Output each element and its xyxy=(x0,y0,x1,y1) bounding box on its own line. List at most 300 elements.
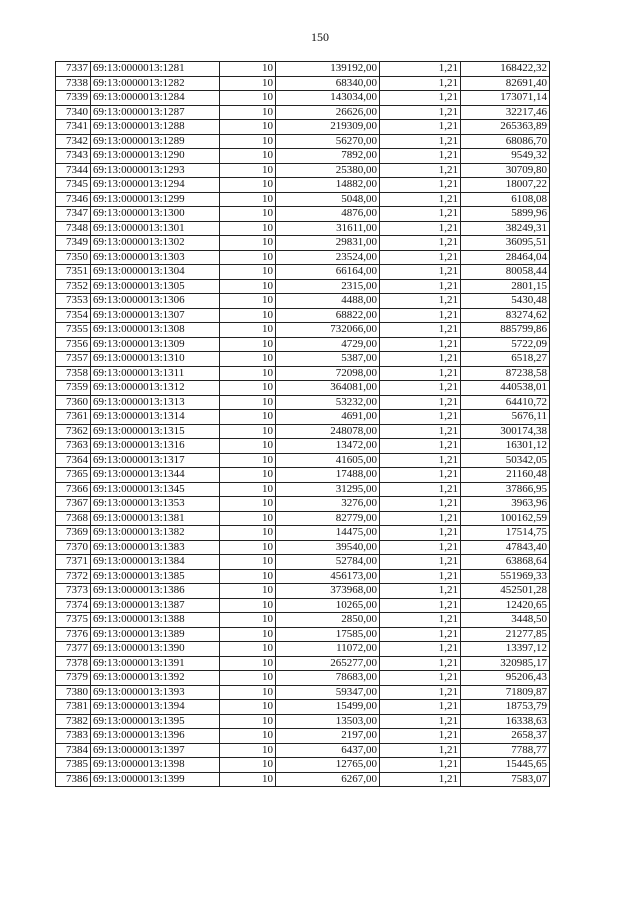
coefficient-cell: 1,21 xyxy=(380,700,461,715)
table-row xyxy=(56,337,550,352)
category-cell: 10 xyxy=(220,468,276,483)
base-value-cell: 31295,00 xyxy=(276,482,380,497)
category-cell: 10 xyxy=(220,279,276,294)
category-cell: 10 xyxy=(220,163,276,178)
category-cell: 10 xyxy=(220,395,276,410)
table-row xyxy=(56,294,550,309)
base-value-cell: 248078,00 xyxy=(276,424,380,439)
row-number-cell: 7351 xyxy=(56,265,91,280)
coefficient-cell: 1,21 xyxy=(380,555,461,570)
table-row xyxy=(56,149,550,164)
category-cell: 10 xyxy=(220,352,276,367)
total-value-cell: 300174,38 xyxy=(461,424,550,439)
row-number-cell: 7371 xyxy=(56,555,91,570)
row-number-cell: 7366 xyxy=(56,482,91,497)
category-cell: 10 xyxy=(220,265,276,280)
row-number-cell: 7339 xyxy=(56,91,91,106)
base-value-cell: 5048,00 xyxy=(276,192,380,207)
total-value-cell: 3448,50 xyxy=(461,613,550,628)
category-cell: 10 xyxy=(220,308,276,323)
cadastral-number-cell: 69:13:0000013:1302 xyxy=(91,236,220,251)
row-number-cell: 7363 xyxy=(56,439,91,454)
base-value-cell: 82779,00 xyxy=(276,511,380,526)
table-row xyxy=(56,569,550,584)
total-value-cell: 32217,46 xyxy=(461,105,550,120)
row-number-cell: 7348 xyxy=(56,221,91,236)
row-number-cell: 7378 xyxy=(56,656,91,671)
total-value-cell: 12420,65 xyxy=(461,598,550,613)
category-cell: 10 xyxy=(220,207,276,222)
total-value-cell: 9549,32 xyxy=(461,149,550,164)
base-value-cell: 5387,00 xyxy=(276,352,380,367)
row-number-cell: 7368 xyxy=(56,511,91,526)
coefficient-cell: 1,21 xyxy=(380,294,461,309)
cadastral-number-cell: 69:13:0000013:1306 xyxy=(91,294,220,309)
total-value-cell: 6108,08 xyxy=(461,192,550,207)
table-row xyxy=(56,656,550,671)
total-value-cell: 100162,59 xyxy=(461,511,550,526)
table-row xyxy=(56,439,550,454)
base-value-cell: 11072,00 xyxy=(276,642,380,657)
category-cell: 10 xyxy=(220,366,276,381)
category-cell: 10 xyxy=(220,453,276,468)
coefficient-cell: 1,21 xyxy=(380,381,461,396)
total-value-cell: 16301,12 xyxy=(461,439,550,454)
base-value-cell: 219309,00 xyxy=(276,120,380,135)
base-value-cell: 2197,00 xyxy=(276,729,380,744)
table-row xyxy=(56,584,550,599)
base-value-cell: 13503,00 xyxy=(276,714,380,729)
coefficient-cell: 1,21 xyxy=(380,671,461,686)
table-row xyxy=(56,120,550,135)
cadastral-number-cell: 69:13:0000013:1386 xyxy=(91,584,220,599)
category-cell: 10 xyxy=(220,178,276,193)
base-value-cell: 139192,00 xyxy=(276,62,380,77)
table-row xyxy=(56,192,550,207)
cadastral-number-cell: 69:13:0000013:1383 xyxy=(91,540,220,555)
coefficient-cell: 1,21 xyxy=(380,656,461,671)
category-cell: 10 xyxy=(220,758,276,773)
total-value-cell: 16338,63 xyxy=(461,714,550,729)
base-value-cell: 4876,00 xyxy=(276,207,380,222)
category-cell: 10 xyxy=(220,221,276,236)
row-number-cell: 7343 xyxy=(56,149,91,164)
base-value-cell: 39540,00 xyxy=(276,540,380,555)
row-number-cell: 7358 xyxy=(56,366,91,381)
coefficient-cell: 1,21 xyxy=(380,366,461,381)
row-number-cell: 7380 xyxy=(56,685,91,700)
row-number-cell: 7349 xyxy=(56,236,91,251)
category-cell: 10 xyxy=(220,424,276,439)
row-number-cell: 7379 xyxy=(56,671,91,686)
base-value-cell: 25380,00 xyxy=(276,163,380,178)
cadastral-number-cell: 69:13:0000013:1312 xyxy=(91,381,220,396)
base-value-cell: 15499,00 xyxy=(276,700,380,715)
base-value-cell: 373968,00 xyxy=(276,584,380,599)
table-row xyxy=(56,424,550,439)
coefficient-cell: 1,21 xyxy=(380,337,461,352)
registry-table xyxy=(55,61,550,787)
base-value-cell: 59347,00 xyxy=(276,685,380,700)
cadastral-number-cell: 69:13:0000013:1314 xyxy=(91,410,220,425)
category-cell: 10 xyxy=(220,714,276,729)
category-cell: 10 xyxy=(220,772,276,787)
row-number-cell: 7375 xyxy=(56,613,91,628)
base-value-cell: 56270,00 xyxy=(276,134,380,149)
total-value-cell: 2801,15 xyxy=(461,279,550,294)
cadastral-number-cell: 69:13:0000013:1304 xyxy=(91,265,220,280)
base-value-cell: 72098,00 xyxy=(276,366,380,381)
table-row xyxy=(56,250,550,265)
coefficient-cell: 1,21 xyxy=(380,76,461,91)
total-value-cell: 2658,37 xyxy=(461,729,550,744)
table-row xyxy=(56,221,550,236)
cadastral-number-cell: 69:13:0000013:1398 xyxy=(91,758,220,773)
cadastral-number-cell: 69:13:0000013:1289 xyxy=(91,134,220,149)
category-cell: 10 xyxy=(220,323,276,338)
cadastral-number-cell: 69:13:0000013:1301 xyxy=(91,221,220,236)
base-value-cell: 364081,00 xyxy=(276,381,380,396)
category-cell: 10 xyxy=(220,627,276,642)
cadastral-number-cell: 69:13:0000013:1309 xyxy=(91,337,220,352)
total-value-cell: 28464,04 xyxy=(461,250,550,265)
table-row xyxy=(56,772,550,787)
row-number-cell: 7376 xyxy=(56,627,91,642)
row-number-cell: 7357 xyxy=(56,352,91,367)
base-value-cell: 31611,00 xyxy=(276,221,380,236)
base-value-cell: 6437,00 xyxy=(276,743,380,758)
cadastral-number-cell: 69:13:0000013:1282 xyxy=(91,76,220,91)
table-row xyxy=(56,743,550,758)
table-row xyxy=(56,598,550,613)
coefficient-cell: 1,21 xyxy=(380,250,461,265)
category-cell: 10 xyxy=(220,294,276,309)
base-value-cell: 26626,00 xyxy=(276,105,380,120)
total-value-cell: 68086,70 xyxy=(461,134,550,149)
cadastral-number-cell: 69:13:0000013:1307 xyxy=(91,308,220,323)
total-value-cell: 64410,72 xyxy=(461,395,550,410)
base-value-cell: 2315,00 xyxy=(276,279,380,294)
category-cell: 10 xyxy=(220,381,276,396)
cadastral-number-cell: 69:13:0000013:1399 xyxy=(91,772,220,787)
coefficient-cell: 1,21 xyxy=(380,540,461,555)
cadastral-number-cell: 69:13:0000013:1396 xyxy=(91,729,220,744)
coefficient-cell: 1,21 xyxy=(380,134,461,149)
cadastral-number-cell: 69:13:0000013:1294 xyxy=(91,178,220,193)
coefficient-cell: 1,21 xyxy=(380,236,461,251)
category-cell: 10 xyxy=(220,149,276,164)
cadastral-number-cell: 69:13:0000013:1303 xyxy=(91,250,220,265)
total-value-cell: 18753,79 xyxy=(461,700,550,715)
total-value-cell: 6518,27 xyxy=(461,352,550,367)
cadastral-number-cell: 69:13:0000013:1395 xyxy=(91,714,220,729)
coefficient-cell: 1,21 xyxy=(380,526,461,541)
total-value-cell: 82691,40 xyxy=(461,76,550,91)
coefficient-cell: 1,21 xyxy=(380,453,461,468)
table-row xyxy=(56,627,550,642)
row-number-cell: 7369 xyxy=(56,526,91,541)
table-row xyxy=(56,685,550,700)
base-value-cell: 14882,00 xyxy=(276,178,380,193)
total-value-cell: 15445,65 xyxy=(461,758,550,773)
cadastral-number-cell: 69:13:0000013:1305 xyxy=(91,279,220,294)
cadastral-number-cell: 69:13:0000013:1317 xyxy=(91,453,220,468)
category-cell: 10 xyxy=(220,337,276,352)
base-value-cell: 12765,00 xyxy=(276,758,380,773)
coefficient-cell: 1,21 xyxy=(380,410,461,425)
category-cell: 10 xyxy=(220,743,276,758)
base-value-cell: 52784,00 xyxy=(276,555,380,570)
table-row xyxy=(56,410,550,425)
coefficient-cell: 1,21 xyxy=(380,685,461,700)
base-value-cell: 732066,00 xyxy=(276,323,380,338)
category-cell: 10 xyxy=(220,584,276,599)
coefficient-cell: 1,21 xyxy=(380,569,461,584)
row-number-cell: 7356 xyxy=(56,337,91,352)
table-row xyxy=(56,279,550,294)
row-number-cell: 7361 xyxy=(56,410,91,425)
cadastral-number-cell: 69:13:0000013:1381 xyxy=(91,511,220,526)
row-number-cell: 7338 xyxy=(56,76,91,91)
category-cell: 10 xyxy=(220,439,276,454)
coefficient-cell: 1,21 xyxy=(380,192,461,207)
base-value-cell: 2850,00 xyxy=(276,613,380,628)
cadastral-number-cell: 69:13:0000013:1287 xyxy=(91,105,220,120)
total-value-cell: 885799,86 xyxy=(461,323,550,338)
table-row xyxy=(56,468,550,483)
total-value-cell: 5899,96 xyxy=(461,207,550,222)
base-value-cell: 4729,00 xyxy=(276,337,380,352)
cadastral-number-cell: 69:13:0000013:1389 xyxy=(91,627,220,642)
table-row xyxy=(56,613,550,628)
cadastral-number-cell: 69:13:0000013:1388 xyxy=(91,613,220,628)
row-number-cell: 7354 xyxy=(56,308,91,323)
cadastral-number-cell: 69:13:0000013:1290 xyxy=(91,149,220,164)
total-value-cell: 21160,48 xyxy=(461,468,550,483)
category-cell: 10 xyxy=(220,236,276,251)
table-row xyxy=(56,352,550,367)
base-value-cell: 66164,00 xyxy=(276,265,380,280)
cadastral-number-cell: 69:13:0000013:1310 xyxy=(91,352,220,367)
coefficient-cell: 1,21 xyxy=(380,598,461,613)
table-row xyxy=(56,758,550,773)
category-cell: 10 xyxy=(220,729,276,744)
row-number-cell: 7353 xyxy=(56,294,91,309)
cadastral-number-cell: 69:13:0000013:1293 xyxy=(91,163,220,178)
cadastral-number-cell: 69:13:0000013:1284 xyxy=(91,91,220,106)
row-number-cell: 7346 xyxy=(56,192,91,207)
row-number-cell: 7372 xyxy=(56,569,91,584)
coefficient-cell: 1,21 xyxy=(380,714,461,729)
coefficient-cell: 1,21 xyxy=(380,62,461,77)
cadastral-number-cell: 69:13:0000013:1385 xyxy=(91,569,220,584)
table-row xyxy=(56,178,550,193)
category-cell: 10 xyxy=(220,642,276,657)
table-row xyxy=(56,497,550,512)
cadastral-number-cell: 69:13:0000013:1393 xyxy=(91,685,220,700)
cadastral-number-cell: 69:13:0000013:1316 xyxy=(91,439,220,454)
coefficient-cell: 1,21 xyxy=(380,323,461,338)
base-value-cell: 7892,00 xyxy=(276,149,380,164)
row-number-cell: 7364 xyxy=(56,453,91,468)
table-row xyxy=(56,265,550,280)
cadastral-number-cell: 69:13:0000013:1288 xyxy=(91,120,220,135)
cadastral-number-cell: 69:13:0000013:1392 xyxy=(91,671,220,686)
coefficient-cell: 1,21 xyxy=(380,279,461,294)
coefficient-cell: 1,21 xyxy=(380,758,461,773)
coefficient-cell: 1,21 xyxy=(380,642,461,657)
base-value-cell: 14475,00 xyxy=(276,526,380,541)
total-value-cell: 440538,01 xyxy=(461,381,550,396)
base-value-cell: 13472,00 xyxy=(276,439,380,454)
row-number-cell: 7341 xyxy=(56,120,91,135)
row-number-cell: 7345 xyxy=(56,178,91,193)
table-row xyxy=(56,381,550,396)
category-cell: 10 xyxy=(220,497,276,512)
row-number-cell: 7382 xyxy=(56,714,91,729)
category-cell: 10 xyxy=(220,671,276,686)
cadastral-number-cell: 69:13:0000013:1344 xyxy=(91,468,220,483)
total-value-cell: 5430,48 xyxy=(461,294,550,309)
total-value-cell: 71809,87 xyxy=(461,685,550,700)
total-value-cell: 551969,33 xyxy=(461,569,550,584)
table-row xyxy=(56,134,550,149)
row-number-cell: 7386 xyxy=(56,772,91,787)
table-row xyxy=(56,91,550,106)
category-cell: 10 xyxy=(220,250,276,265)
cadastral-number-cell: 69:13:0000013:1391 xyxy=(91,656,220,671)
cadastral-number-cell: 69:13:0000013:1390 xyxy=(91,642,220,657)
base-value-cell: 68822,00 xyxy=(276,308,380,323)
row-number-cell: 7367 xyxy=(56,497,91,512)
category-cell: 10 xyxy=(220,700,276,715)
coefficient-cell: 1,21 xyxy=(380,497,461,512)
total-value-cell: 17514,75 xyxy=(461,526,550,541)
base-value-cell: 3276,00 xyxy=(276,497,380,512)
cadastral-number-cell: 69:13:0000013:1311 xyxy=(91,366,220,381)
page-number: 150 xyxy=(311,30,329,44)
category-cell: 10 xyxy=(220,105,276,120)
table-row xyxy=(56,207,550,222)
table-row xyxy=(56,642,550,657)
cadastral-number-cell: 69:13:0000013:1382 xyxy=(91,526,220,541)
category-cell: 10 xyxy=(220,540,276,555)
table-row xyxy=(56,714,550,729)
table-row xyxy=(56,700,550,715)
coefficient-cell: 1,21 xyxy=(380,468,461,483)
coefficient-cell: 1,21 xyxy=(380,613,461,628)
total-value-cell: 18007,22 xyxy=(461,178,550,193)
coefficient-cell: 1,21 xyxy=(380,178,461,193)
row-number-cell: 7377 xyxy=(56,642,91,657)
row-number-cell: 7362 xyxy=(56,424,91,439)
total-value-cell: 13397,12 xyxy=(461,642,550,657)
total-value-cell: 37866,95 xyxy=(461,482,550,497)
coefficient-cell: 1,21 xyxy=(380,511,461,526)
total-value-cell: 50342,05 xyxy=(461,453,550,468)
total-value-cell: 36095,51 xyxy=(461,236,550,251)
row-number-cell: 7359 xyxy=(56,381,91,396)
coefficient-cell: 1,21 xyxy=(380,439,461,454)
coefficient-cell: 1,21 xyxy=(380,743,461,758)
cadastral-number-cell: 69:13:0000013:1299 xyxy=(91,192,220,207)
total-value-cell: 63868,64 xyxy=(461,555,550,570)
base-value-cell: 53232,00 xyxy=(276,395,380,410)
total-value-cell: 87238,58 xyxy=(461,366,550,381)
coefficient-cell: 1,21 xyxy=(380,221,461,236)
cadastral-number-cell: 69:13:0000013:1281 xyxy=(91,62,220,77)
base-value-cell: 23524,00 xyxy=(276,250,380,265)
table-row xyxy=(56,453,550,468)
coefficient-cell: 1,21 xyxy=(380,352,461,367)
table-row xyxy=(56,526,550,541)
table-row xyxy=(56,62,550,77)
row-number-cell: 7384 xyxy=(56,743,91,758)
total-value-cell: 168422,32 xyxy=(461,62,550,77)
row-number-cell: 7342 xyxy=(56,134,91,149)
row-number-cell: 7355 xyxy=(56,323,91,338)
table-row xyxy=(56,76,550,91)
total-value-cell: 21277,85 xyxy=(461,627,550,642)
row-number-cell: 7385 xyxy=(56,758,91,773)
coefficient-cell: 1,21 xyxy=(380,627,461,642)
row-number-cell: 7350 xyxy=(56,250,91,265)
table-row xyxy=(56,105,550,120)
category-cell: 10 xyxy=(220,656,276,671)
coefficient-cell: 1,21 xyxy=(380,395,461,410)
row-number-cell: 7340 xyxy=(56,105,91,120)
table-row xyxy=(56,729,550,744)
category-cell: 10 xyxy=(220,134,276,149)
base-value-cell: 78683,00 xyxy=(276,671,380,686)
total-value-cell: 320985,17 xyxy=(461,656,550,671)
base-value-cell: 17488,00 xyxy=(276,468,380,483)
coefficient-cell: 1,21 xyxy=(380,207,461,222)
base-value-cell: 17585,00 xyxy=(276,627,380,642)
row-number-cell: 7360 xyxy=(56,395,91,410)
base-value-cell: 265277,00 xyxy=(276,656,380,671)
row-number-cell: 7337 xyxy=(56,62,91,77)
total-value-cell: 30709,80 xyxy=(461,163,550,178)
coefficient-cell: 1,21 xyxy=(380,163,461,178)
base-value-cell: 4488,00 xyxy=(276,294,380,309)
total-value-cell: 5676,11 xyxy=(461,410,550,425)
table-row xyxy=(56,555,550,570)
category-cell: 10 xyxy=(220,410,276,425)
category-cell: 10 xyxy=(220,598,276,613)
base-value-cell: 6267,00 xyxy=(276,772,380,787)
table-row xyxy=(56,671,550,686)
coefficient-cell: 1,21 xyxy=(380,308,461,323)
coefficient-cell: 1,21 xyxy=(380,424,461,439)
category-cell: 10 xyxy=(220,555,276,570)
coefficient-cell: 1,21 xyxy=(380,265,461,280)
base-value-cell: 10265,00 xyxy=(276,598,380,613)
cadastral-number-cell: 69:13:0000013:1313 xyxy=(91,395,220,410)
cadastral-number-cell: 69:13:0000013:1345 xyxy=(91,482,220,497)
base-value-cell: 456173,00 xyxy=(276,569,380,584)
total-value-cell: 83274,62 xyxy=(461,308,550,323)
total-value-cell: 80058,44 xyxy=(461,265,550,280)
table-row xyxy=(56,236,550,251)
cadastral-number-cell: 69:13:0000013:1397 xyxy=(91,743,220,758)
total-value-cell: 452501,28 xyxy=(461,584,550,599)
cadastral-number-cell: 69:13:0000013:1394 xyxy=(91,700,220,715)
cadastral-number-cell: 69:13:0000013:1384 xyxy=(91,555,220,570)
cadastral-number-cell: 69:13:0000013:1315 xyxy=(91,424,220,439)
base-value-cell: 143034,00 xyxy=(276,91,380,106)
category-cell: 10 xyxy=(220,526,276,541)
